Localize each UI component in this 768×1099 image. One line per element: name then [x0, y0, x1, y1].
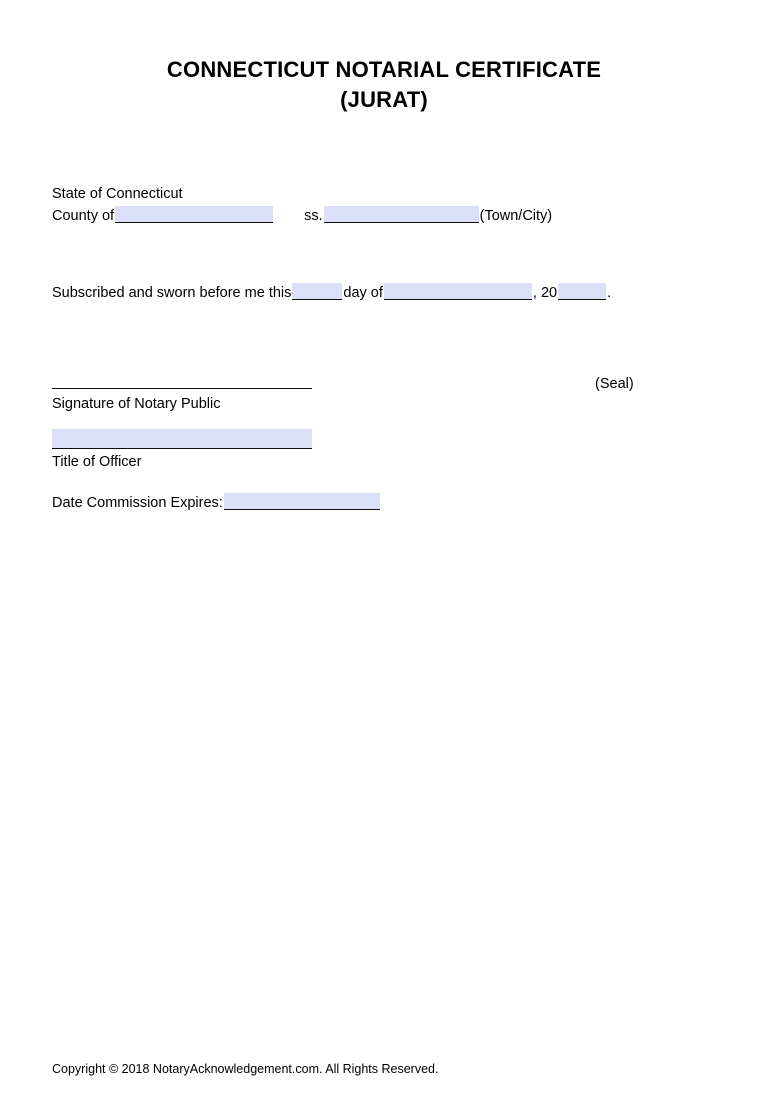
month-input[interactable] — [384, 283, 532, 300]
page-title-line-2: (JURAT) — [340, 86, 428, 112]
ss-label: ss. — [304, 208, 323, 224]
year-input[interactable] — [558, 283, 606, 300]
county-line — [52, 203, 552, 226]
page-title-line-1: CONNECTICUT NOTARIAL CERTIFICATE — [166, 56, 602, 82]
commission-expires-label: Date Commission Expires: — [52, 495, 223, 511]
signature-input[interactable] — [52, 388, 312, 389]
jurat-lead-text: Subscribed and sworn before me this — [52, 285, 292, 301]
county-input[interactable] — [115, 206, 273, 223]
commission-expires-line — [52, 490, 381, 513]
year-prefix: , 20 — [532, 285, 558, 301]
seal-label: (Seal) — [595, 376, 634, 392]
signature-label: Signature of Notary Public — [52, 396, 221, 412]
page-title — [0, 55, 768, 115]
sentence-terminator: . — [607, 285, 612, 301]
title-of-officer-input[interactable] — [52, 429, 312, 449]
title-of-officer-label: Title of Officer — [52, 454, 142, 470]
jurat-statement — [52, 280, 611, 303]
footer-copyright: Copyright © 2018 NotaryAcknowledgement.com. All Rights Reserved. — [52, 1062, 439, 1076]
day-input[interactable] — [292, 283, 342, 300]
town-city-input[interactable] — [324, 206, 479, 223]
day-of-text: day of — [343, 285, 383, 301]
commission-expires-input[interactable] — [224, 493, 380, 510]
state-line: State of Connecticut — [52, 186, 183, 202]
town-city-note: (Town/City) — [479, 208, 553, 224]
county-label: County of — [52, 208, 115, 224]
